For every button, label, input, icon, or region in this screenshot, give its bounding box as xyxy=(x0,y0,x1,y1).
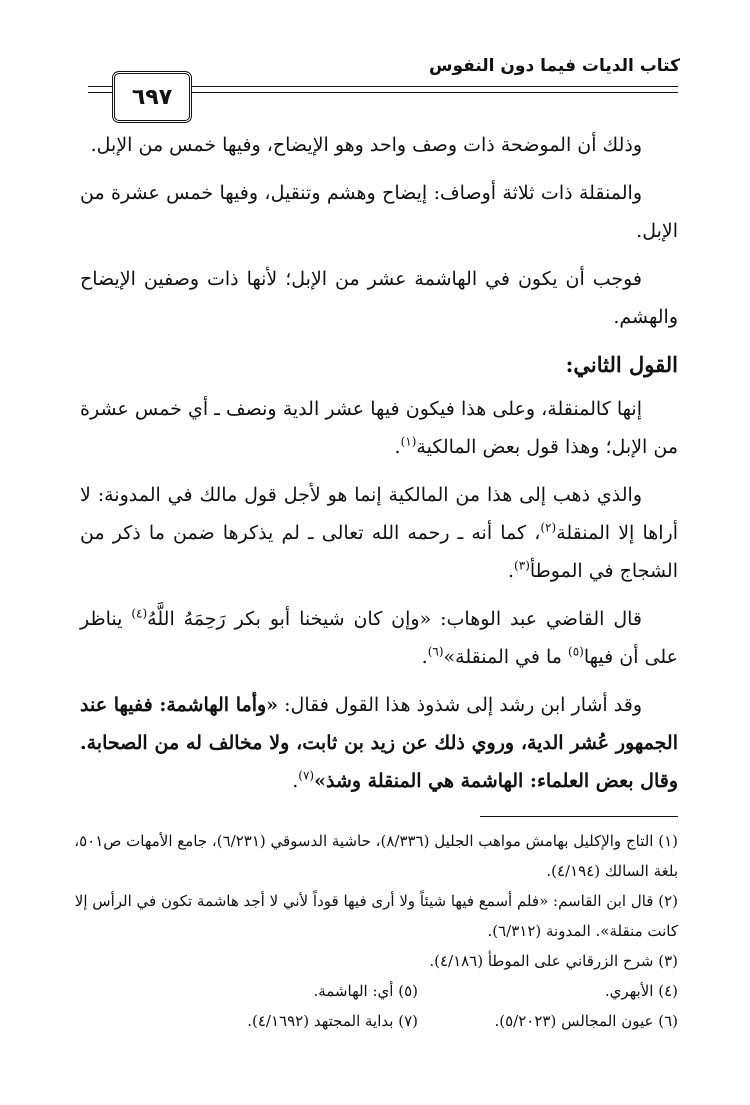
footnote-ref-5[interactable]: (٥) xyxy=(568,644,584,659)
paragraph-1: وذلك أن الموضحة ذات وصف واحد وهو الإيضاح، وفيها خمس من الإبل. xyxy=(90,134,642,156)
paragraph-5-text-a: والذي ذهب إلى هذا من المالكية إنما هو لأجل قول مالك في المدونة: لا أراها إلا المنقلة xyxy=(80,484,678,544)
footnote-ref-4[interactable]: (٤) xyxy=(131,606,148,621)
header-rule-left-top xyxy=(88,86,112,87)
page-number xyxy=(112,71,192,123)
footnote-ref-2[interactable]: (٢) xyxy=(540,520,557,535)
footnote-separator xyxy=(480,816,678,817)
footnote-ref-1[interactable]: (١) xyxy=(400,434,417,449)
paragraph-7-quote: «وأما الهاشمة: ففيها عند الجمهور عُشر الدية، وروي ذلك عن زيد بن ثابت، ولا مخالف له من الصحابة. وقال بعض العلماء: الهاشمة هي المنقلة وشذ» xyxy=(80,694,678,792)
paragraph-2: والمنقلة ذات ثلاثة أوصاف: إيضاح وهشم وتنقيل، وفيها خمس عشرة من الإبل. xyxy=(80,182,678,242)
running-header-title: كتاب الديات فيما دون النفوس xyxy=(429,56,680,76)
footnote-5: (٥) أي: الهاشمة. xyxy=(313,982,418,1000)
paragraph-4-end: . xyxy=(394,436,401,458)
paragraph-6-text-a: قال القاضي عبد الوهاب: «وإن كان شيخنا أبو بكر رَحِمَهُ اللَّهُ xyxy=(147,608,642,630)
paragraph-6 xyxy=(80,600,678,676)
header-rule-left-bottom xyxy=(88,92,112,93)
footnote-3: (٣) شرح الزرقاني على الموطأ (٤/١٨٦). xyxy=(429,952,678,970)
footnote-6: (٦) عيون المجالس (٥/٢٠٢٣). xyxy=(494,1012,678,1030)
paragraph-6-text-c: ما في المنقلة» xyxy=(443,646,569,668)
footnote-row-4-5 xyxy=(70,976,678,1006)
footnote-ref-6[interactable]: (٦) xyxy=(427,644,444,659)
paragraph-5-end: . xyxy=(508,560,515,582)
header-rule-bottom xyxy=(190,92,678,93)
footnote-ref-7[interactable]: (٧) xyxy=(298,768,315,783)
paragraph-7-text-a: وقد أشار ابن رشد إلى شذوذ هذا القول فقال: xyxy=(278,694,642,716)
page-number-text: ٦٩٧ xyxy=(131,84,173,110)
footnote-row-6-7 xyxy=(70,1006,678,1036)
paragraph-5 xyxy=(80,476,678,590)
footnote-4: (٤) الأبهري. xyxy=(604,982,678,1000)
main-text xyxy=(80,126,678,810)
footnotes xyxy=(70,826,678,1036)
header-rule-top xyxy=(190,86,678,87)
footnote-1: (١) التاج والإكليل بهامش مواهب الجليل (٨/٣٣٦)، حاشية الدسوقي (٦/٢٣١)، جامع الأمهات ص٥٠١، بلغة السالك (٤/١٩٤). xyxy=(74,832,678,880)
paragraph-5-text-b: ، كما أنه ـ رحمه الله تعالى ـ لم يذكرها ضمن ما ذكر من الشجاج في الموطأ xyxy=(80,522,678,582)
section-heading: القول الثاني: xyxy=(565,352,678,377)
paragraph-4-text: إنها كالمنقلة، وعلى هذا فيكون فيها عشر الدية ونصف ـ أي خمس عشرة من الإبل؛ وهذا قول بعض المالكية xyxy=(80,398,678,458)
paragraph-7 xyxy=(80,686,678,800)
footnote-ref-3[interactable]: (٣) xyxy=(514,558,530,573)
paragraph-6-text-b: يناظر على أن فيها xyxy=(80,608,678,668)
footnote-2: (٢) قال ابن القاسم: «فلم أسمع فيها شيئاً ولا أرى فيها قوداً لأني لا أجد هاشمة تكون في الرأس إلا كانت منقلة». المدونة (٦/٣١٢). xyxy=(74,892,678,940)
paragraph-3: فوجب أن يكون في الهاشمة عشر من الإبل؛ لأنها ذات وصفين الإيضاح والهشم. xyxy=(80,268,678,328)
paragraph-6-end: . xyxy=(421,646,428,668)
paragraph-7-end: . xyxy=(292,770,299,792)
paragraph-4 xyxy=(80,390,678,466)
footnote-7: (٧) بداية المجتهد (٤/١٦٩٢). xyxy=(247,1012,418,1030)
